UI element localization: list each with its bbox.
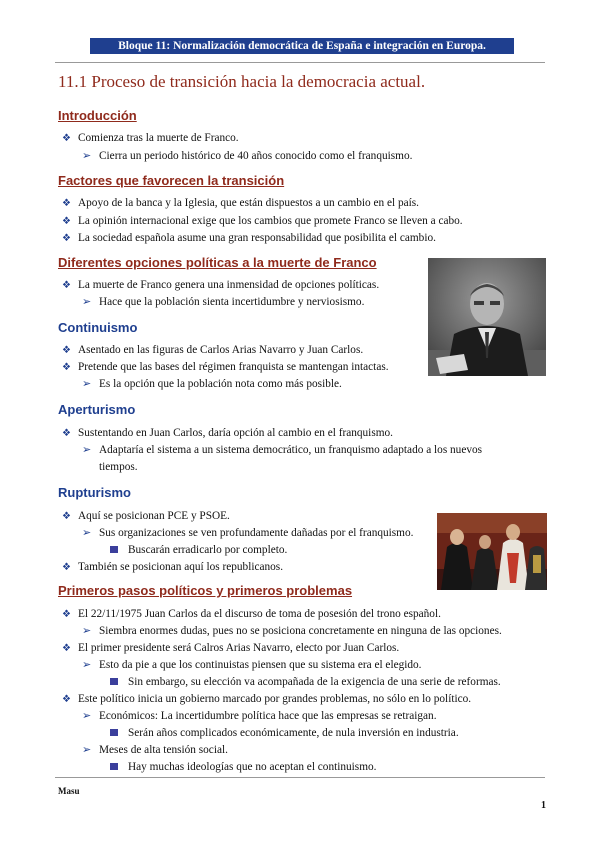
arrow-bullet-icon: ➢ <box>82 444 92 456</box>
list-item: Hay muchas ideologías que no aceptan el continuismo. <box>110 760 376 774</box>
list-item: ❖ Pretende que las bases del régimen franquista se mantengan intactas. <box>62 361 389 373</box>
list-item: ➢ Sus organizaciones se ven profundamente dañadas por el franquismo. <box>82 527 414 539</box>
top-divider <box>55 62 545 63</box>
square-bullet-icon <box>110 546 118 553</box>
list-item: ❖ Asentado en las figuras de Carlos Arias Navarro y Juan Carlos. <box>62 344 364 356</box>
list-item: ➢ Cierra un periodo histórico de 40 años conocido como el franquismo. <box>82 150 413 162</box>
arrow-bullet-icon: ➢ <box>82 150 92 162</box>
list-item: ❖ Aquí se posicionan PCE y PSOE. <box>62 510 230 522</box>
list-item: ❖ Apoyo de la banca y la Iglesia, que están dispuestos a un cambio en el país. <box>62 197 420 209</box>
list-item: ❖ Comienza tras la muerte de Franco. <box>62 132 239 144</box>
portrait-photo <box>428 258 546 376</box>
block-banner: Bloque 11: Normalización democrática de España e integración en Europa. <box>90 38 514 54</box>
diamond-bullet-icon: ❖ <box>62 345 71 356</box>
ceremony-photo <box>437 513 547 590</box>
heading-primeros-pasos: Primeros pasos políticos y primeros problemas <box>58 583 353 598</box>
list-item: ❖ La muerte de Franco genera una inmensidad de opciones políticas. <box>62 279 380 291</box>
list-item: Serán años complicados económicamente, de nula inversión en industria. <box>110 726 459 740</box>
list-item: ➢ Siembra enormes dudas, pues no se posiciona concretamente en ninguna de las opciones. <box>82 625 502 637</box>
arrow-bullet-icon: ➢ <box>82 710 92 722</box>
page-number: 1 <box>541 800 546 811</box>
list-item: ❖ La sociedad española asume una gran responsabilidad que posibilita el cambio. <box>62 232 436 244</box>
diamond-bullet-icon: ❖ <box>62 609 71 620</box>
square-bullet-icon <box>110 763 118 770</box>
list-item: ➢ Económicos: La incertidumbre política hace que las empresas se retraigan. <box>82 710 437 722</box>
list-item: ➢ Hace que la población sienta incertidumbre y nerviosismo. <box>82 296 365 308</box>
diamond-bullet-icon: ❖ <box>62 198 71 209</box>
arrow-bullet-icon: ➢ <box>82 625 92 637</box>
heading-factores: Factores que favorecen la transición <box>58 173 285 188</box>
list-item: ❖ La opinión internacional exige que los cambios que promete Franco se lleven a cabo. <box>62 215 463 227</box>
arrow-bullet-icon: ➢ <box>82 296 92 308</box>
diamond-bullet-icon: ❖ <box>62 233 71 244</box>
heading-introduccion: Introducción <box>58 108 137 123</box>
arrow-bullet-icon: ➢ <box>82 378 92 390</box>
heading-rupturismo: Rupturismo <box>58 485 131 500</box>
list-item: ❖ El primer presidente será Calros Arias Navarro, electo por Juan Carlos. <box>62 642 400 654</box>
list-item: ❖ Este político inicia un gobierno marcado por grandes problemas, no sólo en lo político. <box>62 693 472 705</box>
arrow-bullet-icon: ➢ <box>82 527 92 539</box>
list-item: ❖ Sustentando en Juan Carlos, daría opción al cambio en el franquismo. <box>62 427 393 439</box>
arrow-bullet-icon: ➢ <box>82 744 92 756</box>
diamond-bullet-icon: ❖ <box>62 511 71 522</box>
list-item: ➢ Adaptaría el sistema a un sistema democrático, un franquismo adaptado a los nuevos <box>82 444 483 456</box>
list-item: Buscarán erradicarlo por completo. <box>110 543 287 557</box>
heading-aperturismo: Aperturismo <box>58 402 136 417</box>
diamond-bullet-icon: ❖ <box>62 562 71 573</box>
diamond-bullet-icon: ❖ <box>62 362 71 373</box>
list-item: ➢ Esto da pie a que los continuistas piensen que su sistema era el elegido. <box>82 659 422 671</box>
heading-opciones: Diferentes opciones políticas a la muerte de Franco <box>58 255 377 270</box>
list-item: ➢ Meses de alta tensión social. <box>82 744 228 756</box>
diamond-bullet-icon: ❖ <box>62 280 71 291</box>
list-item: ❖ También se posicionan aquí los republicanos. <box>62 561 284 573</box>
square-bullet-icon <box>110 678 118 685</box>
list-item: Sin embargo, su elección va acompañada de la exigencia de una serie de reformas. <box>110 675 501 689</box>
diamond-bullet-icon: ❖ <box>62 428 71 439</box>
diamond-bullet-icon: ❖ <box>62 643 71 654</box>
list-item-continuation: tiempos. <box>99 461 138 473</box>
arrow-bullet-icon: ➢ <box>82 659 92 671</box>
heading-continuismo: Continuismo <box>58 320 138 335</box>
diamond-bullet-icon: ❖ <box>62 133 71 144</box>
list-item: ❖ El 22/11/1975 Juan Carlos da el discurso de toma de posesión del trono español. <box>62 608 441 620</box>
bottom-divider <box>55 777 545 778</box>
page-title: 11.1 Proceso de transición hacia la democracia actual. <box>58 72 426 91</box>
diamond-bullet-icon: ❖ <box>62 216 71 227</box>
diamond-bullet-icon: ❖ <box>62 694 71 705</box>
list-item: ➢ Es la opción que la población nota como más posible. <box>82 378 342 390</box>
square-bullet-icon <box>110 729 118 736</box>
footer-author: Masu <box>58 786 80 796</box>
